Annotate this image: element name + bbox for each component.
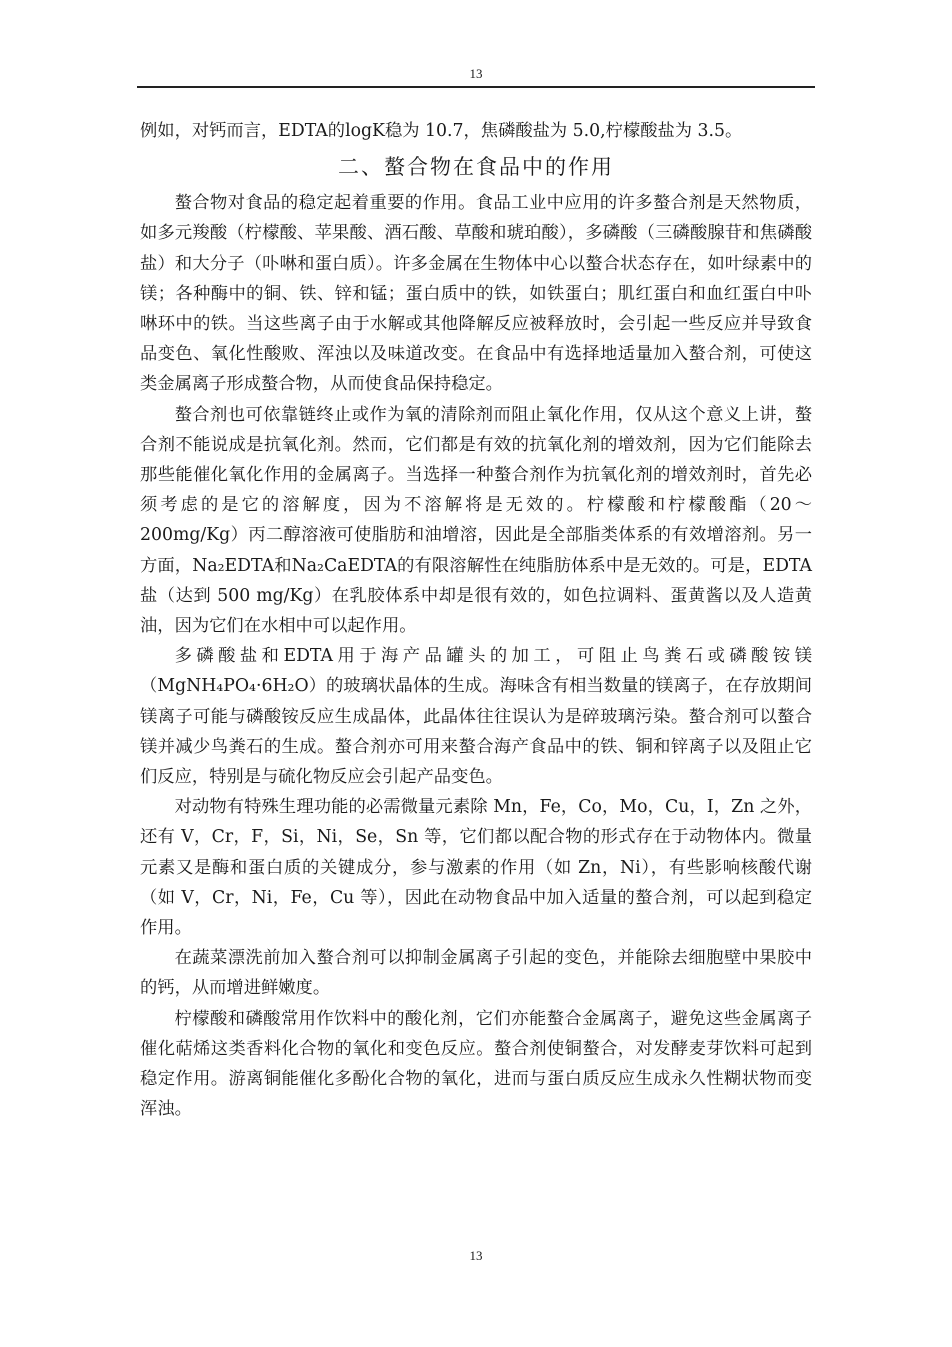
paragraph-1: 螯合物对食品的稳定起着重要的作用。食品工业中应用的许多螯合剂是天然物质，如多元羧酸（柠檬酸、苹果酸、酒石酸、草酸和琥珀酸），多磷酸（三磷酸腺苷和焦磷酸盐）和大分子（卟啉和蛋白质）。许多金属在生物体中心以螯合状态存在，如叶绿素中的镁；各种酶中的铜、铁、锌和锰；蛋白质中的铁，如铁蛋白；肌红蛋白和血红蛋白中卟啉环中的铁。当这些离子由于水解或其他降解反应被释放时，会引起一些反应并导致食品变色、氧化性酸败、浑浊以及味道改变。在食品中有选择地适量加入螯合剂，可使这类金属离子形成螯合物，从而使食品保持稳定。 <box>140 193 812 395</box>
header-rule <box>137 86 815 88</box>
paragraph-2: 螯合剂也可依靠链终止或作为氧的清除剂而阻止氧化作用，仅从这个意义上讲，螯合剂不能说成是抗氧化剂。然而，它们都是有效的抗氧化剂的增效剂，因为它们能除去那些能催化氧化作用的金属离子。当选择一种螯合剂作为抗氧化剂的增效剂时，首先必须考虑的是它的溶解度，因为不溶解将是无效的。柠檬酸和柠檬酸酯（20～200mg/Kg）丙二醇溶液可使脂肪和油增溶，因此是全部脂类体系的有效增溶剂。另一方面，Na₂EDTA和Na₂CaEDTA的有限溶解性在纯脂肪体系中是无效的。可是，EDTA盐（达到 500 mg/Kg）在乳胶体系中却是很有效的，如色拉调料、蛋黄酱以及人造黄油，因为它们在水相中可以起作用。 <box>140 404 812 637</box>
section-heading: 二、螯合物在食品中的作用 <box>338 155 614 180</box>
page-number-top: 13 <box>469 66 483 81</box>
document-body <box>140 116 812 1125</box>
paragraph-5: 在蔬菜漂洗前加入螯合剂可以抑制金属离子引起的变色，并能除去细胞壁中果胶中的钙，从而增进鲜嫩度。 <box>140 948 812 999</box>
page-number-bottom: 13 <box>469 1248 483 1263</box>
paragraph-4: 对动物有特殊生理功能的必需微量元素除 Mn，Fe，Co，Mo，Cu，I，Zn 之外，还有 V，Cr，F，Si，Ni，Se，Sn 等，它们都以配合物的形式存在于动物体内。微量元素又是酶和蛋白质的关键成分，参与激素的作用（如 Zn，Ni），有些影响核酸代谢（如 V，Cr，Ni，Fe，Cu 等），因此在动物食品中加入适量的螯合剂，可以起到稳定作用。 <box>140 797 812 939</box>
intro-line: 例如，对钙而言，EDTA的logK稳为 10.7，焦磷酸盐为 5.0,柠檬酸盐为 3.5。 <box>140 121 743 141</box>
paragraph-3: 多磷酸盐和EDTA用于海产品罐头的加工，可阻止鸟粪石或磷酸铵镁（MgNH₄PO₄·6H₂O）的玻璃状晶体的生成。海味含有相当数量的镁离子，在存放期间镁离子可能与磷酸铵反应生成晶体，此晶体往往误认为是碎玻璃污染。螯合剂可以螯合镁并减少鸟粪石的生成。螯合剂亦可用来螯合海产食品中的铁、铜和锌离子以及阻止它们反应，特别是与硫化物反应会引起产品变色。 <box>140 646 812 788</box>
paragraph-6: 柠檬酸和磷酸常用作饮料中的酸化剂，它们亦能螯合金属离子，避免这些金属离子催化萜烯这类香料化合物的氧化和变色反应。螯合剂使铜螯合，对发酵麦芽饮料可起到稳定作用。游离铜能催化多酚化合物的氧化，进而与蛋白质反应生成永久性糊状物而变浑浊。 <box>140 1008 812 1120</box>
